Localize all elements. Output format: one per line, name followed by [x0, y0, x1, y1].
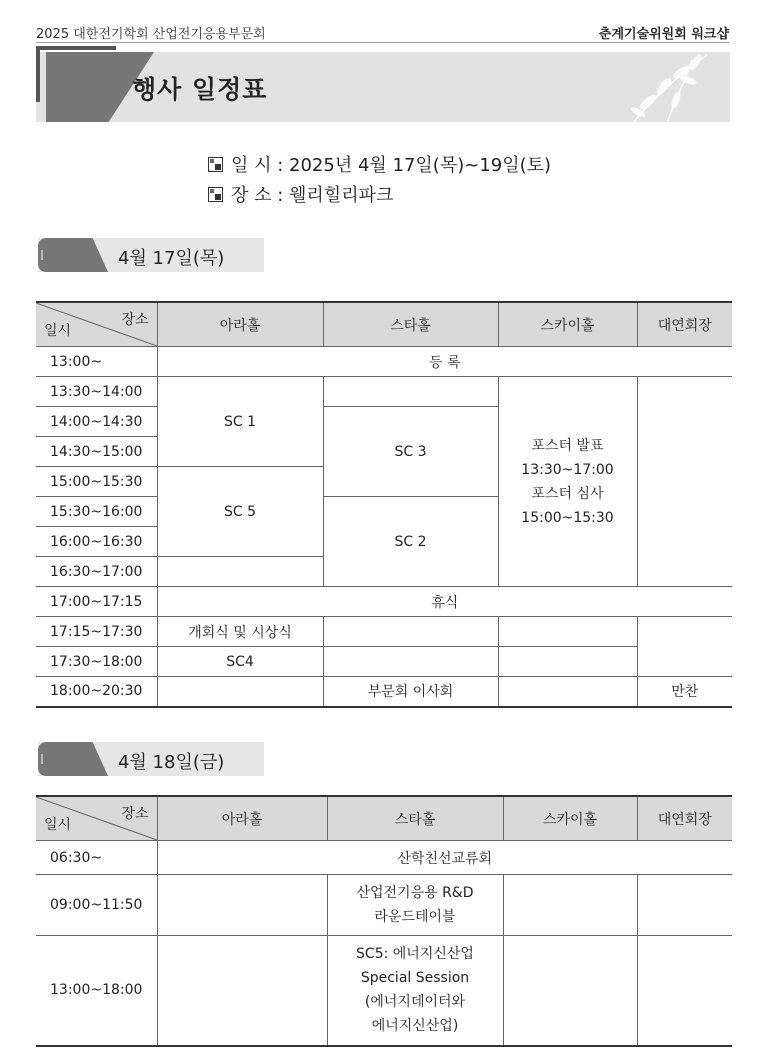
special-line: 에너지신산업) [371, 1018, 459, 1035]
roundtable-line: 산업전기응용 R&D [356, 885, 474, 901]
roundtable-line: 라운드테이블 [374, 909, 456, 925]
poster-line: 포스터 심사 [531, 485, 604, 502]
empty-cell [498, 677, 637, 707]
poster-cell [498, 377, 637, 587]
special-line: SC5: 에너지신산업 [356, 946, 474, 963]
time-cell: 15:30~16:00 [36, 497, 157, 527]
day2-label: 4월 18일(금) [118, 752, 225, 773]
header-place: 장소 [121, 312, 149, 328]
opening-ceremony-cell: 개회식 및 시상식 [157, 617, 323, 647]
table-header-row [36, 302, 732, 347]
exchange-cell: 산학친선교류회 [157, 841, 732, 875]
time-cell: 13:00~ [36, 347, 157, 377]
poster-line: 포스터 발표 [531, 437, 604, 454]
banner-frame-horizontal [36, 46, 116, 50]
table-row [36, 936, 732, 1046]
event-place-line [208, 181, 393, 207]
day2-badge [38, 742, 264, 776]
special-line: Special Session [360, 970, 470, 987]
date-value: 2025년 4월 17일(목)~19일(토) [289, 155, 552, 176]
time-cell: 13:30~14:00 [36, 377, 157, 407]
special-session-cell [327, 936, 503, 1046]
col-header-star: 스타홀 [327, 796, 503, 841]
time-cell: 16:00~16:30 [36, 527, 157, 557]
special-line: (에너지데이터와 [364, 994, 466, 1011]
header-right: 춘계기술위원회 워크샵 [598, 27, 729, 42]
place-time-header [36, 796, 157, 841]
time-cell: 09:00~11:50 [36, 875, 157, 936]
registration-cell: 등 록 [157, 347, 732, 377]
header-time: 일시 [44, 817, 72, 833]
col-header-banquet-hall: 대연회장 [637, 796, 732, 841]
sc3-cell: SC 3 [323, 407, 498, 497]
day1-badge [38, 238, 264, 272]
day1-label: 4월 17일(목) [118, 248, 225, 269]
board-meeting-cell: 부문회 이사회 [323, 677, 498, 707]
col-header-sky: 스카이홀 [503, 796, 637, 841]
empty-cell [498, 617, 637, 647]
bullet-square-icon [208, 187, 223, 202]
time-cell: 17:15~17:30 [36, 617, 157, 647]
day1-schedule-table [36, 301, 732, 708]
header-time: 일시 [44, 323, 72, 339]
table-row [36, 347, 732, 377]
table-row [36, 677, 732, 707]
col-header-ara: 아라홀 [157, 796, 327, 841]
header-place: 장소 [121, 806, 149, 822]
page-title: 행사 일정표 [132, 75, 268, 104]
table-row [36, 377, 732, 407]
empty-cell [157, 557, 323, 587]
empty-cell [637, 377, 732, 587]
header-left: 2025 대한전기학회 산업전기응용부문회 [36, 27, 266, 42]
header-divider [36, 42, 729, 43]
empty-cell [637, 875, 732, 936]
table-row [36, 617, 732, 647]
date-label: 일 시 : [231, 155, 284, 176]
break-cell: 휴식 [157, 587, 732, 617]
place-time-header [36, 302, 157, 347]
empty-cell [637, 617, 732, 677]
empty-cell [637, 936, 732, 1046]
sc2-cell: SC 2 [323, 497, 498, 587]
roundtable-cell [327, 875, 503, 936]
day-badge-pill [38, 742, 108, 776]
col-header-star: 스타홀 [323, 302, 498, 347]
table-row [36, 587, 732, 617]
table-row [36, 875, 732, 936]
time-cell: 14:30~15:00 [36, 437, 157, 467]
table-header-row [36, 796, 732, 841]
time-cell: 17:00~17:15 [36, 587, 157, 617]
day-badge-pill [38, 238, 108, 272]
time-cell: 17:30~18:00 [36, 647, 157, 677]
empty-cell [157, 875, 327, 936]
empty-cell [503, 936, 637, 1046]
empty-cell [323, 377, 498, 407]
sc4-cell: SC4 [157, 647, 323, 677]
bullet-square-icon [208, 157, 223, 172]
empty-cell [157, 936, 327, 1046]
time-cell: 14:00~14:30 [36, 407, 157, 437]
time-cell: 15:00~15:30 [36, 467, 157, 497]
empty-cell [157, 677, 323, 707]
empty-cell [503, 875, 637, 936]
empty-cell [498, 647, 637, 677]
table-row [36, 841, 732, 875]
poster-line: 13:30~17:00 [521, 461, 614, 478]
empty-cell [323, 647, 498, 677]
time-cell: 06:30~ [36, 841, 157, 875]
day2-schedule-table [36, 795, 732, 1047]
poster-line: 15:00~15:30 [521, 509, 614, 526]
col-header-ara: 아라홀 [157, 302, 323, 347]
time-cell: 16:30~17:00 [36, 557, 157, 587]
col-header-sky: 스카이홀 [498, 302, 637, 347]
banner-frame-vertical [36, 46, 40, 102]
sc1-cell: SC 1 [157, 377, 323, 467]
title-banner [36, 46, 730, 122]
place-label: 장 소 : [231, 185, 284, 206]
leaf-decoration-icon [612, 50, 722, 124]
time-cell: 13:00~18:00 [36, 936, 157, 1046]
empty-cell [323, 617, 498, 647]
table-row [36, 647, 732, 677]
time-cell: 18:00~20:30 [36, 677, 157, 707]
col-header-banquet-hall: 대연회장 [637, 302, 732, 347]
banquet-cell: 만찬 [637, 677, 732, 707]
event-date-line [208, 151, 551, 177]
sc5-cell: SC 5 [157, 467, 323, 557]
place-value: 웰리힐리파크 [289, 185, 394, 206]
